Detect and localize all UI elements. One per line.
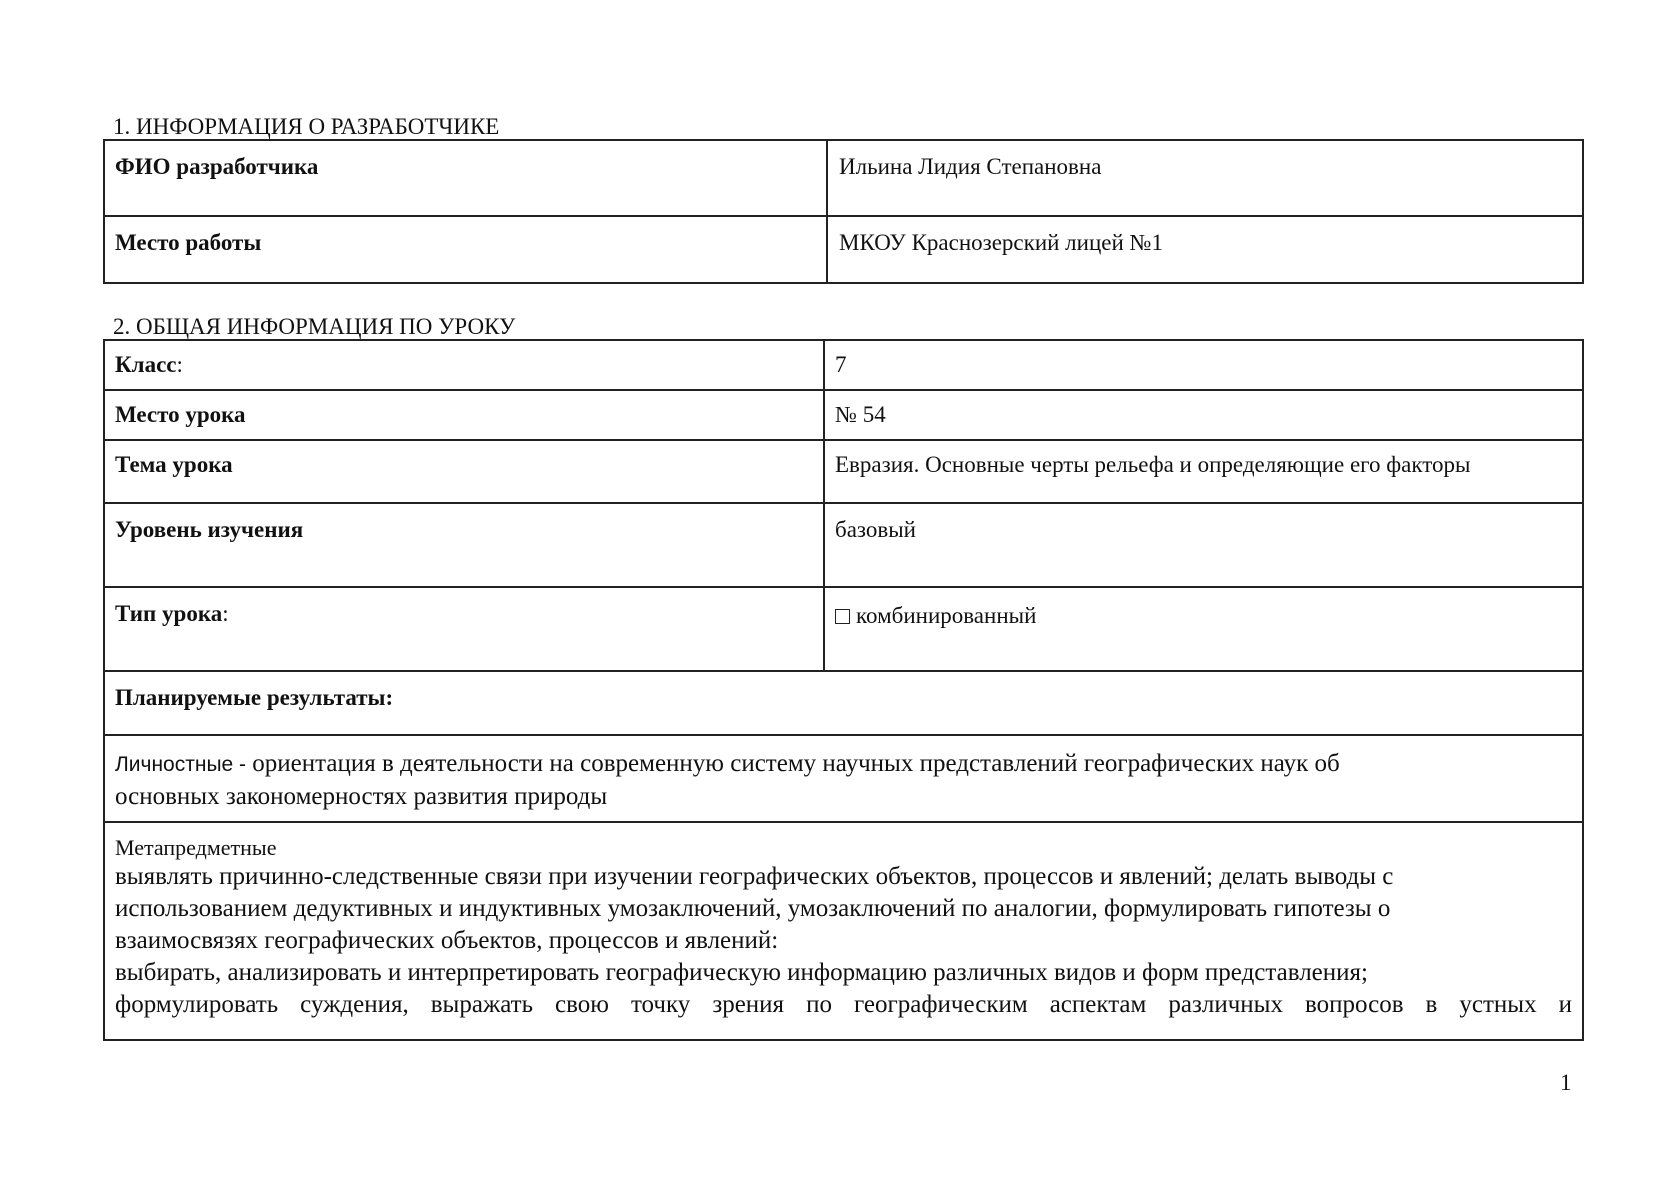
section1-heading: 1. ИНФОРМАЦИЯ О РАЗРАБОТЧИКЕ: [113, 114, 500, 139]
table-row: [104, 140, 1583, 216]
lesson-place-label: Место урока: [104, 390, 824, 440]
lesson-topic-label: Тема урока: [104, 440, 824, 503]
personal-results-line2: основных закономерностях развития природы: [115, 783, 608, 810]
table-row: [104, 503, 1583, 587]
study-level-value: базовый: [824, 503, 1583, 587]
meta-results-label: Метапредметные: [115, 835, 277, 860]
developer-info-table: [103, 139, 1584, 284]
class-label-text: Класс: [115, 352, 177, 377]
developer-name-value: Ильина Лидия Степановна: [827, 140, 1583, 216]
checkbox-icon: [835, 609, 850, 624]
developer-name-label: ФИО разработчика: [104, 140, 827, 216]
class-label: [104, 340, 824, 390]
workplace-label: Место работы: [104, 216, 827, 283]
personal-results-cell: [104, 735, 1583, 822]
lesson-type-text: комбинированный: [856, 603, 1037, 628]
page-number: 1: [1560, 1070, 1572, 1095]
personal-results-text: ориентация в деятельности на современную систему научных представлений географических наук об: [246, 750, 1340, 777]
planned-results-label: Планируемые результаты:: [104, 671, 1583, 735]
personal-results-line1: [115, 748, 1572, 781]
study-level-label: Уровень изучения: [104, 503, 824, 587]
lesson-type-value: [824, 587, 1583, 671]
meta-results-line3: взаимосвязях географических объектов, процессов и явлений:: [115, 927, 779, 954]
table-row: [104, 587, 1583, 671]
class-value: 7: [824, 340, 1583, 390]
meta-results-line4: выбирать, анализировать и интерпретировать географическую информацию различных видов и форм представления;: [115, 959, 1368, 986]
lesson-type-label-text: Тип урока: [115, 601, 223, 626]
personal-results-prefix: Личностные -: [115, 753, 247, 776]
workplace-value: МКОУ Краснозерский лицей №1: [827, 216, 1583, 283]
lesson-info-table: [103, 339, 1584, 1041]
meta-results-line2: использованием дедуктивных и индуктивных умозаключений, умозаключений по аналогии, формулировать гипотезы о: [115, 895, 1391, 922]
table-row: [104, 671, 1583, 735]
lesson-place-value: № 54: [824, 390, 1583, 440]
section2-heading: 2. ОБЩАЯ ИНФОРМАЦИЯ ПО УРОКУ: [113, 314, 516, 339]
table-row: [104, 735, 1583, 822]
table-row: [104, 822, 1583, 1040]
meta-results-line5: формулировать суждения, выражать свою точку зрения по географическим аспектам различных вопросов в устных и: [115, 991, 1572, 1018]
table-row: [104, 216, 1583, 283]
lesson-type-label: [104, 587, 824, 671]
lesson-type-label-suffix: :: [222, 601, 229, 626]
table-row: [104, 390, 1583, 440]
class-label-suffix: :: [176, 352, 183, 377]
meta-results-line1: выявлять причинно-следственные связи при изучении географических объектов, процессов и явлений; делать выводы с: [115, 863, 1394, 890]
table-row: [104, 440, 1583, 503]
lesson-topic-value: Евразия. Основные черты рельефа и определяющие его факторы: [824, 440, 1583, 503]
meta-results-cell: [104, 822, 1583, 1040]
table-row: [104, 340, 1583, 390]
